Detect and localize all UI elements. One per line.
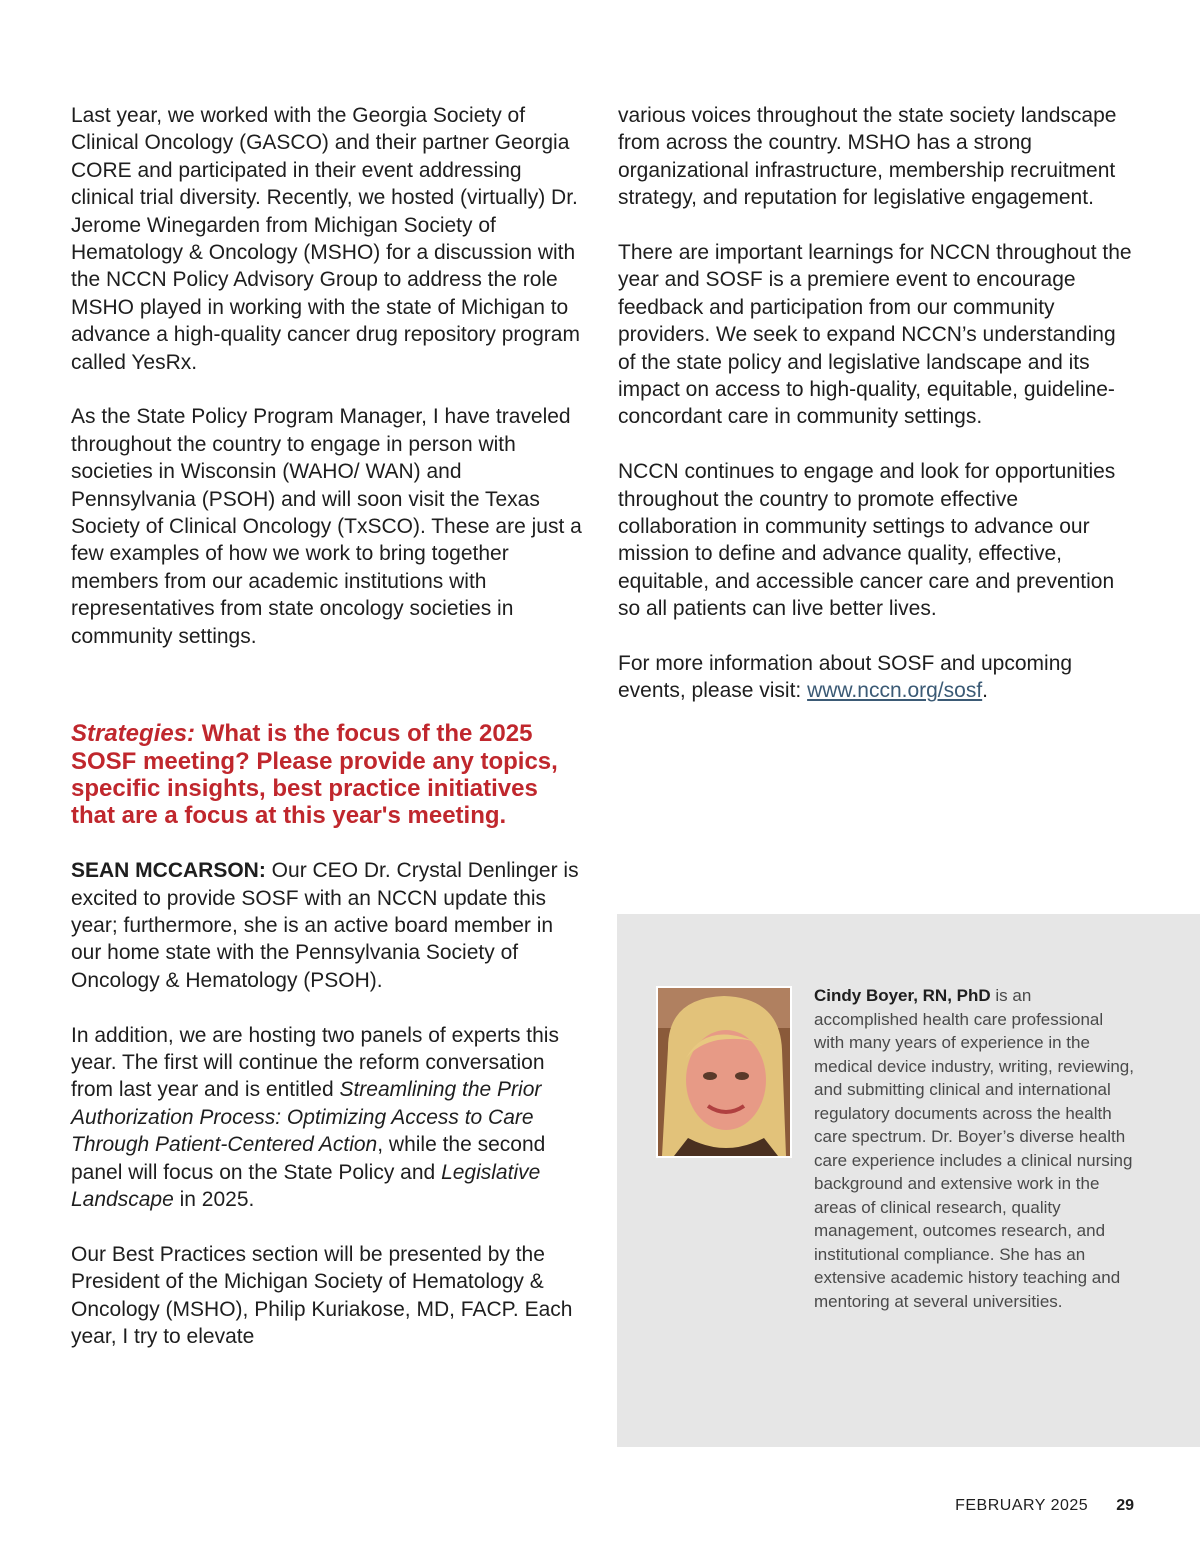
panel-title-2: Legislative Landscape bbox=[71, 1160, 541, 1211]
portrait-image bbox=[658, 988, 790, 1156]
paragraph-voices: various voices throughout the state society landscape from across the country. MSHO has a strong organizational infrastructure, membership recruitment strategy, and reputation for legislative engagement. bbox=[618, 104, 1117, 210]
bio-name: Cindy Boyer, RN, PhD bbox=[814, 986, 991, 1005]
panels-text-c: in 2025. bbox=[173, 1187, 255, 1211]
question-label: Strategies: bbox=[71, 720, 196, 748]
paragraph-more-info bbox=[618, 650, 1138, 705]
paragraph-gasco: Last year, we worked with the Georgia Society of Clinical Oncology (GASCO) and their partner Georgia CORE and participated in their event addressing clinical trial diversity. Recently, we hosted (virtually) Dr. Jerome Winegarden from Michigan Society of Hematology & Oncology (MSHO) for a discussion with the NCCN Policy Advisory Group to address the role MSHO played in working with the state of Michigan to advance a high-quality cancer drug repository program called YesRx. bbox=[71, 104, 580, 374]
right-column bbox=[618, 102, 1138, 705]
page-footer bbox=[955, 1497, 1134, 1515]
bio-description: is an accomplished health care professional with many years of experience in the medical device industry, writing, reviewing, and submitting clinical and international regulatory documents across the health care spectrum. Dr. Boyer’s diverse health care experience includes a clinical nursing background and extensive work in the areas of clinical research, quality management, outcomes research, and institutional compliance. She has an extensive academic history teaching and mentoring at several universities. bbox=[814, 986, 1134, 1311]
left-column bbox=[71, 102, 586, 1350]
interview-question bbox=[71, 720, 586, 830]
page-number: 29 bbox=[1116, 1497, 1134, 1514]
answer-text: Our CEO Dr. Crystal Denlinger is excited to provide SOSF with an NCCN update this year; furthermore, she is an active board member in our home state with the Pennsylvania Society of Oncology & Hematology (PSOH). bbox=[71, 859, 579, 992]
author-bio-box bbox=[617, 914, 1200, 1447]
paragraph-mission: NCCN continues to engage and look for opportunities throughout the country to promote effective collaboration in community settings to advance our mission to define and advance quality, effective, equitable, and accessible cancer care and prevention so all patients can live better lives. bbox=[618, 460, 1116, 621]
panels-text-a: In addition, we are hosting two panels of experts this year. The first will continue the reform conversation from last year and is entitled bbox=[71, 1023, 559, 1102]
paragraph-state-policy-manager: As the State Policy Program Manager, I have traveled throughout the country to engage in person with societies in Wisconsin (WAHO/ WAN) and Pennsylvania (PSOH) and will soon visit the Texas Society of Clinical Oncology (TxSCO). These are just a few examples of how we work to bring together members from our academic institutions with representatives from state oncology societies in community settings. bbox=[71, 405, 582, 648]
panels-text-b: , while the second panel will focus on the State Policy and bbox=[71, 1133, 546, 1184]
answer-paragraph bbox=[71, 857, 586, 994]
speaker-name: SEAN MCCARSON: bbox=[71, 859, 266, 883]
bio-text bbox=[814, 984, 1134, 1313]
more-info-text: For more information about SOSF and upcoming events, please visit: bbox=[618, 652, 1073, 703]
question-text: What is the focus of the 2025 SOSF meeting? Please provide any topics, specific insights, best practice initiatives that are a focus at this year's meeting. bbox=[71, 720, 558, 830]
more-info-period: . bbox=[982, 679, 989, 703]
issue-date: FEBRUARY 2025 bbox=[955, 1497, 1089, 1514]
panel-title-1: Streamlining the Prior Authorization Process: Optimizing Access to Care Through Patient-Centered Action bbox=[71, 1078, 542, 1157]
paragraph-best-practices: Our Best Practices section will be presented by the President of the Michigan Society of Hematology & Oncology (MSHO), Philip Kuriakose, MD, FACP. Each year, I try to elevate bbox=[71, 1242, 573, 1348]
author-photo bbox=[656, 986, 792, 1158]
paragraph-learnings: There are important learnings for NCCN throughout the year and SOSF is a premiere event to encourage feedback and participation from our community providers. We seek to expand NCCN’s understanding of the state policy and legislative landscape and its impact on access to high-quality, equitable, guideline-concordant care in community settings. bbox=[618, 241, 1132, 429]
paragraph-panels bbox=[71, 1022, 586, 1214]
sosf-link[interactable]: www.nccn.org/sosf bbox=[807, 679, 983, 703]
